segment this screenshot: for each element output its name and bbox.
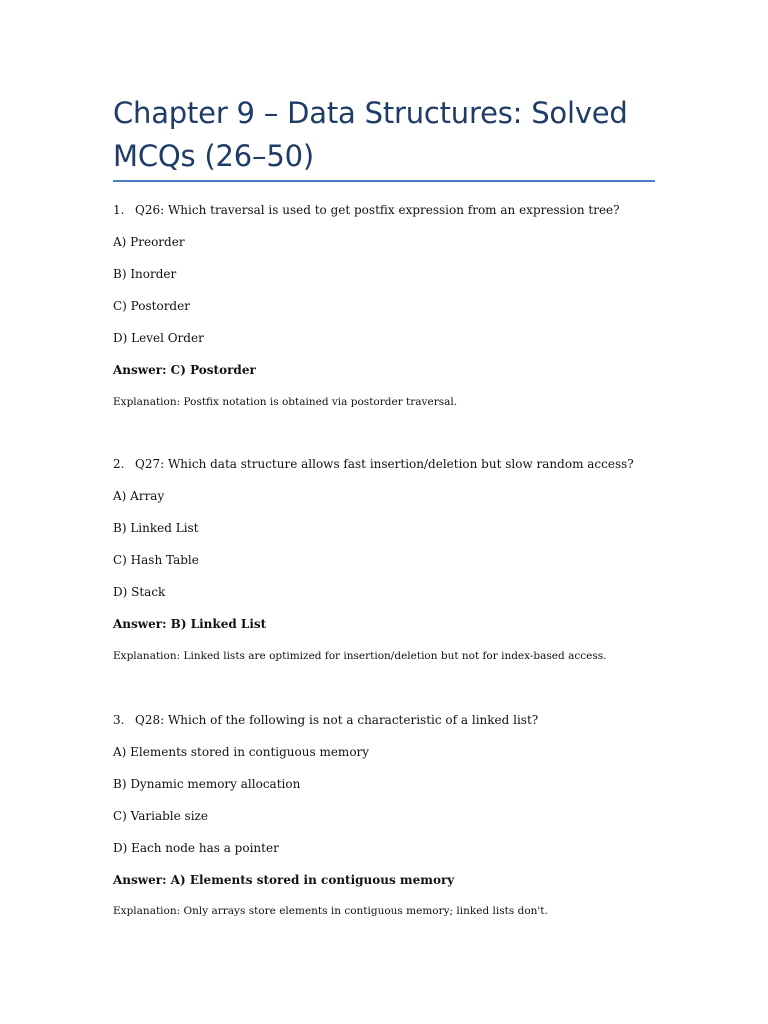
option-b: B) Dynamic memory allocation — [113, 777, 301, 791]
option-d: D) Each node has a pointer — [113, 841, 279, 855]
option-a: A) Elements stored in contiguous memory — [113, 745, 370, 759]
question-number: 1. — [113, 203, 125, 217]
page-title: Chapter 9 – Data Structures: Solved MCQs (26–50) — [113, 96, 628, 173]
question-number: 3. — [113, 713, 125, 727]
question-prompt: Q26: Which traversal is used to get postfix expression from an expression tree? — [135, 203, 620, 217]
option-b: B) Inorder — [113, 267, 177, 281]
question-prompt: Q27: Which data structure allows fast insertion/deletion but slow random access? — [135, 457, 634, 471]
option-b: B) Linked List — [113, 521, 199, 535]
option-c: C) Postorder — [113, 299, 190, 313]
question-text — [113, 202, 620, 218]
option-a: A) Preorder — [113, 235, 185, 249]
question-text — [113, 712, 538, 728]
option-a: A) Array — [113, 489, 165, 503]
option-d: D) Stack — [113, 585, 166, 599]
explanation-text: Explanation: Only arrays store elements in contiguous memory; linked lists don't. — [113, 905, 548, 917]
explanation-text: Explanation: Postfix notation is obtained via postorder traversal. — [113, 396, 458, 408]
option-c: C) Variable size — [113, 809, 208, 823]
option-d: D) Level Order — [113, 331, 204, 345]
title-divider — [113, 180, 655, 182]
option-c: C) Hash Table — [113, 553, 199, 567]
question-prompt: Q28: Which of the following is not a characteristic of a linked list? — [135, 713, 539, 727]
answer-text: Answer: A) Elements stored in contiguous memory — [113, 873, 455, 887]
explanation-text: Explanation: Linked lists are optimized for insertion/deletion but not for index-based access. — [113, 650, 607, 662]
question-number: 2. — [113, 457, 125, 471]
question-text — [113, 456, 634, 472]
answer-text: Answer: C) Postorder — [113, 363, 256, 377]
answer-text: Answer: B) Linked List — [113, 617, 267, 631]
